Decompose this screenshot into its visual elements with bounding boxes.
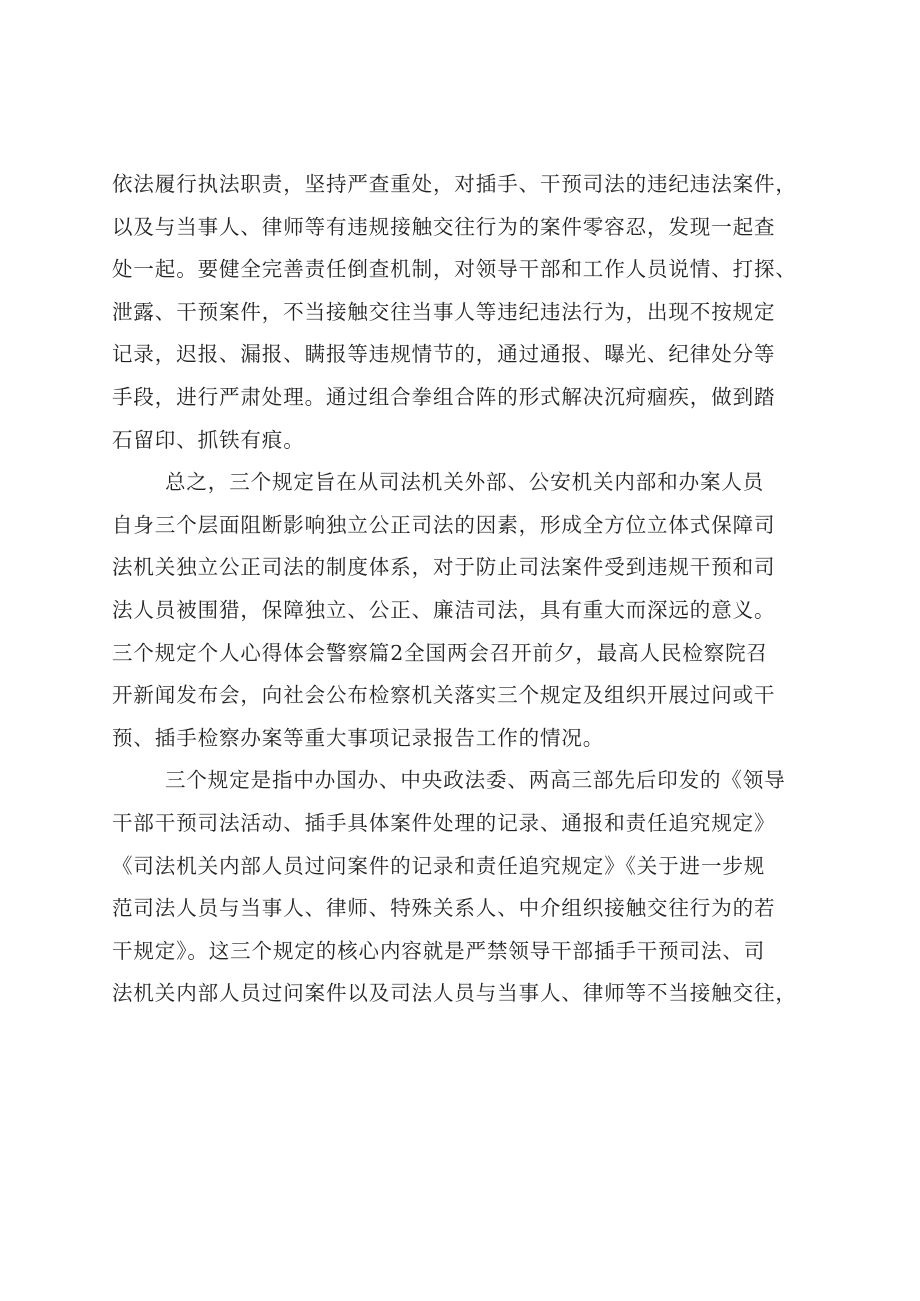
- paragraph-3: [112, 759, 857, 1015]
- text-line-indented: 总之，三个规定旨在从司法机关外部、公安机关内部和办案人员: [165, 470, 765, 495]
- text-line-indented: 三个规定是指中办国办、中央政法委、两高三部先后印发的《领导: [165, 768, 786, 793]
- text-line: 法机关内部人员过问案件以及司法人员与当事人、律师等不当接触交往，: [112, 981, 797, 1006]
- text-line: 石留印、抓铁有痕。: [112, 427, 305, 452]
- text-line: 干规定》。这三个规定的核心内容就是严禁领导干部插手干预司法、司: [112, 938, 766, 963]
- text-line: 法机关独立公正司法的制度体系，对于防止司法案件受到违规干预和司: [112, 555, 776, 580]
- text-line: 泄露、干预案件，不当接触交往当事人等违纪违法行为，出现不按规定: [112, 299, 776, 324]
- text-line: 三个规定个人心得体会警察篇2全国两会召开前夕，最高人民检察院召: [112, 640, 768, 665]
- document-body: [112, 163, 857, 1015]
- text-line: 范司法人员与当事人、律师、特殊关系人、中介组织接触交往行为的若: [112, 896, 776, 921]
- text-line: 手段，进行严肃处理。通过组合拳组合阵的形式解决沉疴痼疾，做到踏: [112, 384, 776, 409]
- text-line: 自身三个层面阻断影响独立公正司法的因素，形成全方位立体式保障司: [112, 512, 776, 537]
- text-line: 干部干预司法活动、插手具体案件处理的记录、通报和责任追究规定》: [112, 810, 776, 835]
- text-line: 记录，迟报、漏报、瞒报等违规情节的，通过通报、曝光、纪律处分等: [112, 342, 776, 367]
- text-line: 《司法机关内部人员过问案件的记录和责任追究规定》《关于进一步规: [112, 853, 766, 878]
- text-line: 开新闻发布会，向社会公布检察机关落实三个规定及组织开展过问或干: [112, 683, 776, 708]
- paragraph-2: [112, 461, 857, 759]
- paragraph-1: [112, 163, 857, 461]
- text-line: 以及与当事人、律师等有违规接触交往行为的案件零容忍，发现一起查: [112, 214, 776, 239]
- text-line: 处一起。要健全完善责任倒查机制，对领导干部和工作人员说情、打探、: [112, 257, 797, 282]
- text-line: 依法履行执法职责，坚持严查重处，对插手、干预司法的违纪违法案件，: [112, 172, 797, 196]
- text-line: 预、插手检察办案等重大事项记录报告工作的情况。: [112, 725, 605, 750]
- text-line: 法人员被围猎，保障独立、公正、廉洁司法，具有重大而深远的意义。: [112, 597, 776, 622]
